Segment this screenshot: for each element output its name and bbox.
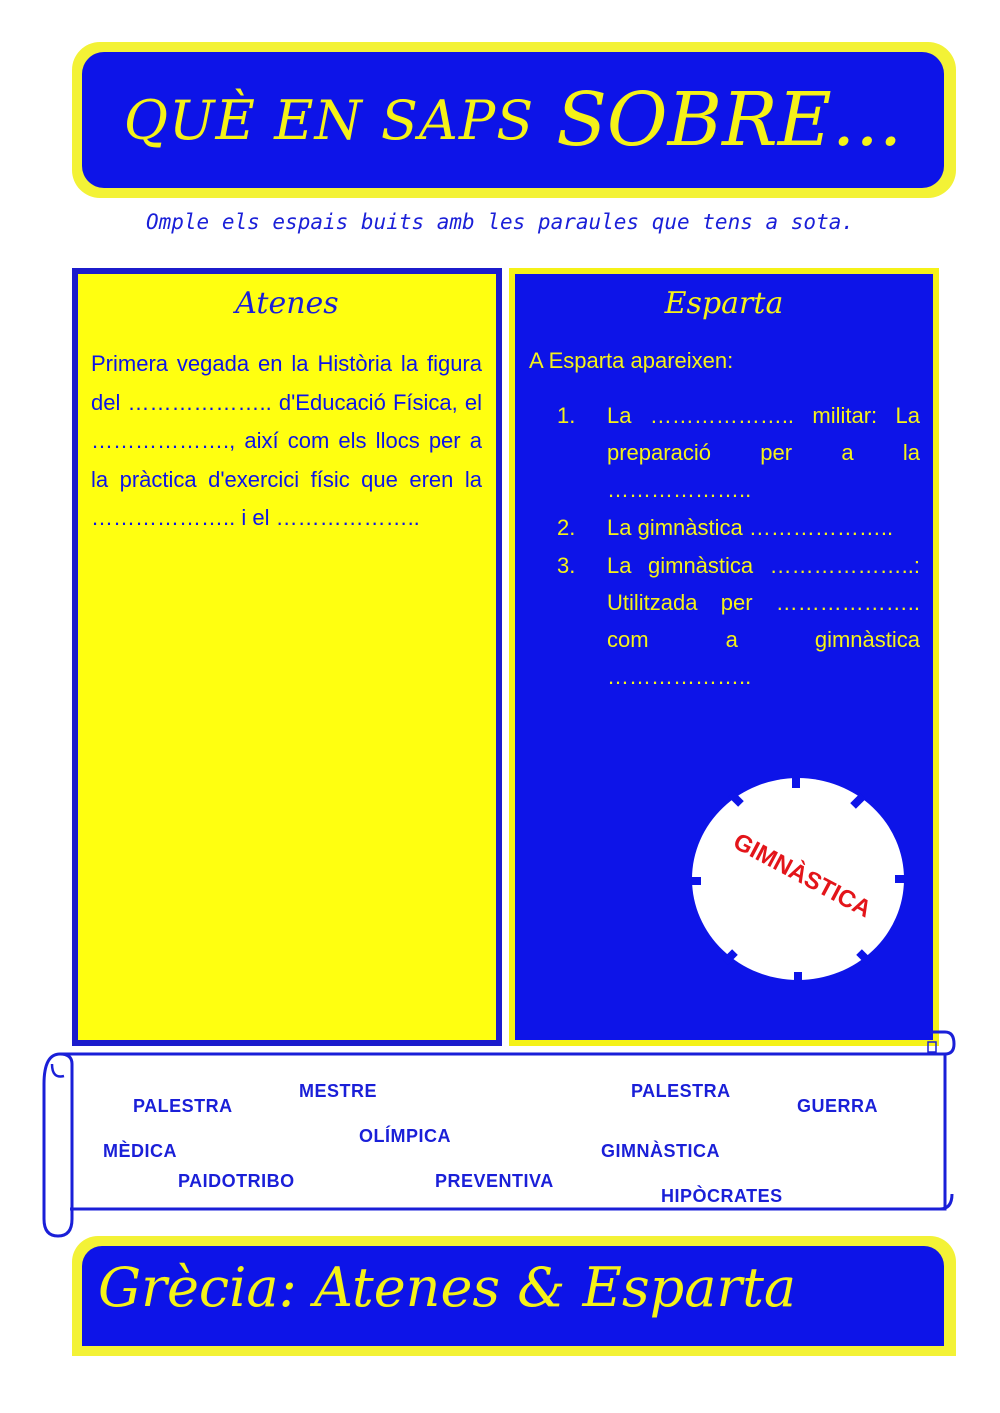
list-item — [557, 509, 920, 546]
esparta-title: Esparta — [664, 286, 784, 321]
header-banner — [82, 52, 944, 188]
word-bank-item: GIMNÀSTICA — [601, 1141, 720, 1161]
list-item-text: La ……………….. militar: La preparació per a la ……………….. — [607, 403, 920, 502]
esparta-intro: A Esparta apareixen: — [529, 348, 734, 373]
word-bank-item: PREVENTIVA — [435, 1171, 554, 1191]
list-item-text: La gimnàstica ………………..: Utilitzada per ……………….. com a gimnàstica ……………….. — [607, 553, 920, 689]
page-title-part2: SOBRE... — [556, 77, 903, 163]
badge-label: GIMNÀSTICA — [728, 827, 876, 924]
page-title-part1: QUÈ EN SAPS — [123, 88, 535, 152]
list-item — [557, 397, 920, 508]
esparta-list — [557, 397, 920, 695]
word-bank-item: PALESTRA — [631, 1081, 731, 1101]
word-bank-item: PALESTRA — [133, 1096, 233, 1116]
list-item — [557, 547, 920, 695]
list-item-number: 1. — [557, 403, 576, 428]
scroll-banner — [40, 1024, 960, 1242]
word-bank-item: OLÍMPICA — [359, 1126, 451, 1146]
instruction-text: Omple els espais buits amb les paraules que tens a sota. — [145, 210, 854, 234]
list-item-number: 3. — [557, 553, 576, 578]
word-bank-item: PAIDOTRIBO — [178, 1171, 295, 1191]
atenes-title: Atenes — [235, 286, 339, 321]
atenes-text: Primera vegada en la Història la figura del ……………….. d'Educació Física, el ………………., així com els llocs per a la pràctica d'exercici físic que eren la ……………….. i el ……………….. — [91, 351, 482, 530]
word-bank-item: MESTRE — [299, 1081, 378, 1101]
list-item-text: La gimnàstica ……………….. — [607, 515, 894, 540]
word-bank-item: MÈDICA — [103, 1141, 177, 1161]
footer-title: Grècia: Atenes & Esparta — [98, 1256, 797, 1319]
word-bank-item: GUERRA — [797, 1096, 879, 1116]
list-item-number: 2. — [557, 515, 576, 540]
word-bank-item: HIPÒCRATES — [661, 1186, 783, 1206]
